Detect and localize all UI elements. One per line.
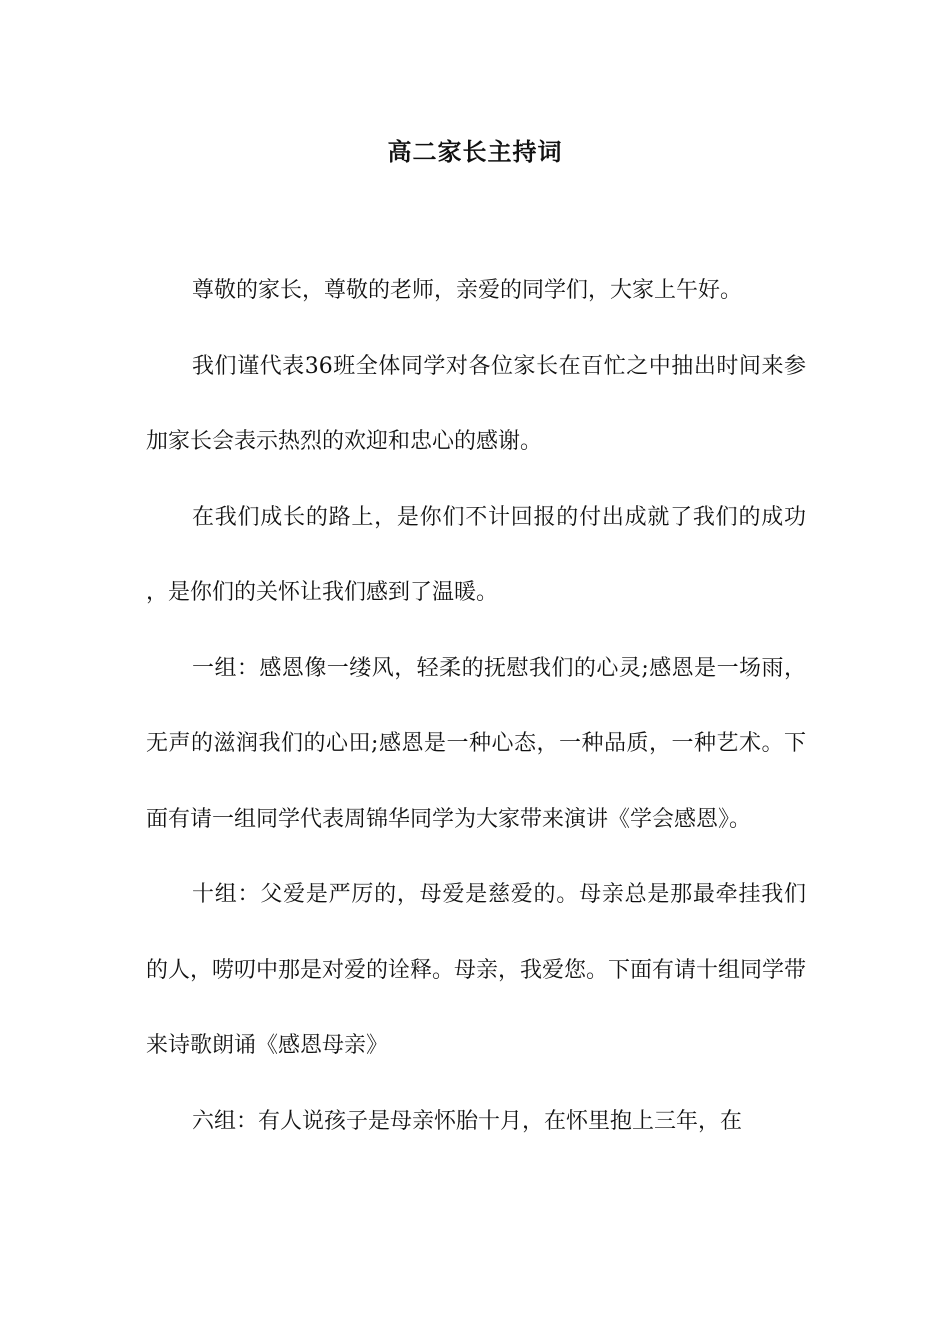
paragraph-group-one: 一组：感恩像一缕风，轻柔的抚慰我们的心灵;感恩是一场雨，无声的滋润我们的心田;感恩是一种心态，一种品质，一种艺术。下面有请一组同学代表周锦华同学为大家带来演讲《学会感恩》。 (146, 655, 806, 832)
document-title: 高二家长主持词 (387, 137, 563, 166)
paragraph-group-ten: 十组：父爱是严厉的，母爱是慈爱的。母亲总是那最牵挂我们的人，唠叨中那是对爱的诠释。母亲，我爱您。下面有请十组同学带来诗歌朗诵《感恩母亲》 (146, 882, 807, 1058)
document-body (146, 253, 806, 1159)
paragraph-welcome: 我们谨代表36班全体同学对各位家长在百忙之中抽出时间来参加家长会表示热烈的欢迎和忠心的感谢。 (146, 353, 806, 454)
paragraph-greeting: 尊敬的家长，尊敬的老师，亲爱的同学们，大家上午好。 (192, 278, 743, 303)
paragraph-gratitude: 在我们成长的路上，是你们不计回报的付出成就了我们的成功，是你们的关怀让我们感到了温暖。 (146, 504, 806, 605)
paragraph-group-six: 六组：有人说孩子是母亲怀胎十月，在怀里抱上三年，在 (192, 1108, 743, 1134)
